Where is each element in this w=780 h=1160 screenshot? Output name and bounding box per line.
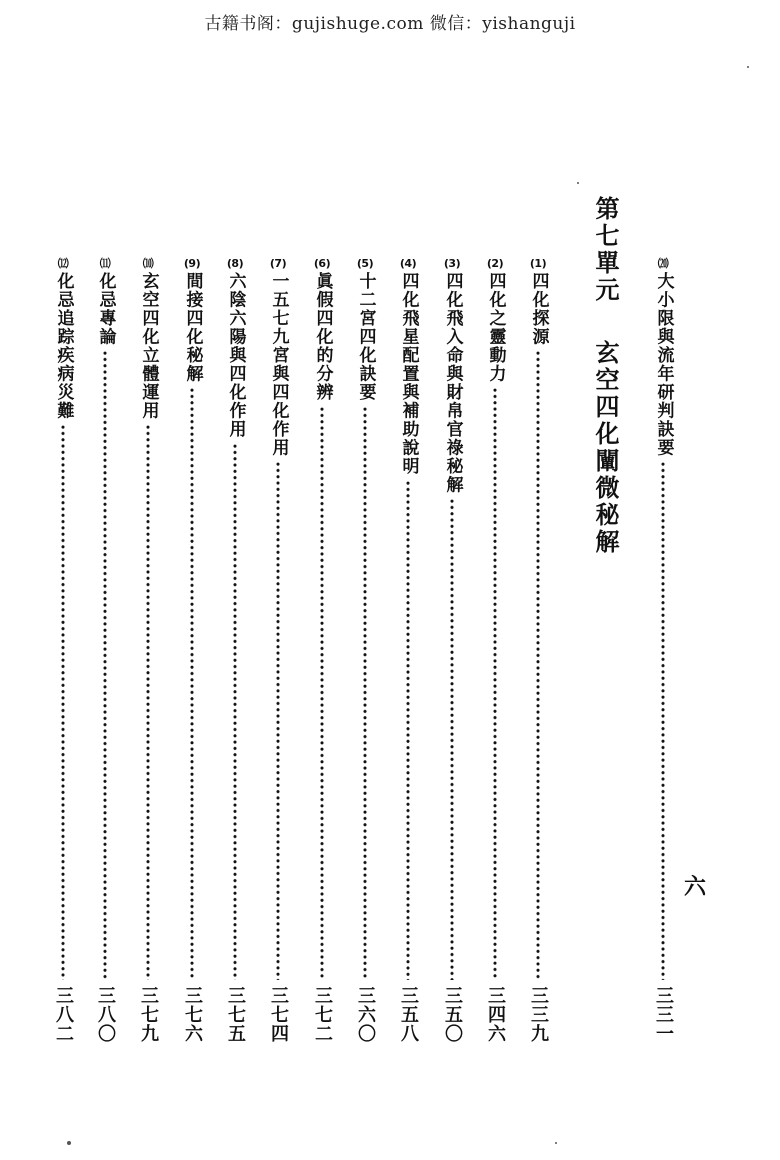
entry-page-number: 三五八 xyxy=(398,986,419,1043)
entry-title: 間接四化秘解 xyxy=(182,272,203,383)
toc-entry-10[interactable] xyxy=(136,258,160,1043)
entry-page-number: 三五〇 xyxy=(442,986,463,1043)
entry-number: ⒇ xyxy=(657,257,669,270)
watermark-header: 古籍书阁：gujishuge.com 微信：yishanguji xyxy=(204,14,576,34)
dot-leader xyxy=(320,406,324,981)
toc-entry-1[interactable] xyxy=(526,258,550,1043)
scan-speck xyxy=(577,182,579,184)
scan-speck xyxy=(747,66,749,68)
entry-number: ⑾ xyxy=(99,257,111,270)
toc-entry-11[interactable] xyxy=(93,258,117,1043)
entry-page-number: 三四六 xyxy=(485,986,506,1043)
scan-speck xyxy=(67,1141,71,1145)
entry-number: (1) xyxy=(529,257,547,270)
dot-leader xyxy=(233,443,237,981)
entry-title: 六陰六陽與四化作用 xyxy=(225,272,246,439)
toc-entry-7[interactable] xyxy=(266,258,290,1043)
entry-title: 大小限與流年研判訣要 xyxy=(653,272,674,457)
dot-leader xyxy=(406,480,410,981)
dot-leader xyxy=(190,387,194,980)
toc-entry-9[interactable] xyxy=(180,258,204,1043)
chapter-label: 第七單元 xyxy=(591,196,619,304)
entry-page-number: 三七五 xyxy=(225,986,246,1043)
entry-title: 玄空四化立體運用 xyxy=(138,272,159,420)
toc-entry-3[interactable] xyxy=(440,258,464,1043)
entry-title: 四化探源 xyxy=(528,272,549,346)
chapter-title: 玄空四化闡微秘解 xyxy=(591,340,619,556)
entry-title: 化忌專論 xyxy=(95,272,116,346)
entry-page-number: 三七九 xyxy=(138,986,159,1043)
dot-leader xyxy=(363,406,367,981)
entry-number: (5) xyxy=(356,257,374,270)
folio-page-number: 六 xyxy=(684,874,707,900)
entry-page-number: 三八〇 xyxy=(95,986,116,1043)
dot-leader xyxy=(493,387,497,980)
dot-leader xyxy=(61,424,65,980)
toc-entry-12[interactable] xyxy=(51,258,75,1043)
dot-leader xyxy=(146,424,150,980)
chapter-heading xyxy=(589,196,621,556)
entry-number: ⑽ xyxy=(142,257,154,270)
dot-leader xyxy=(536,350,540,980)
toc-entry-20[interactable] xyxy=(651,258,675,1043)
toc-entry-8[interactable] xyxy=(223,258,247,1043)
dot-leader xyxy=(103,350,107,980)
entry-page-number: 三三一 xyxy=(653,986,674,1043)
entry-title: 眞假四化的分辨 xyxy=(312,272,333,402)
entry-title: 四化飛星配置與補助說明 xyxy=(398,272,419,476)
entry-number: (7) xyxy=(269,257,287,270)
scan-speck xyxy=(555,1142,557,1144)
entry-page-number: 三七二 xyxy=(312,986,333,1043)
entry-title: 化忌追踪疾病災難 xyxy=(53,272,74,420)
entry-number: (8) xyxy=(226,257,244,270)
toc-entry-4[interactable] xyxy=(396,258,420,1043)
entry-number: (4) xyxy=(399,257,417,270)
entry-title: 十二宮四化訣要 xyxy=(355,272,376,402)
entry-number: ⑿ xyxy=(57,257,69,270)
entry-number: (2) xyxy=(486,257,504,270)
entry-number: (6) xyxy=(313,257,331,270)
entry-number: (3) xyxy=(443,257,461,270)
toc-entry-6[interactable] xyxy=(310,258,334,1043)
dot-leader xyxy=(276,461,280,980)
entry-number: (9) xyxy=(183,257,201,270)
entry-page-number: 三三九 xyxy=(528,986,549,1043)
dot-leader xyxy=(661,461,665,980)
entry-title: 四化飛入命與財帛官祿秘解 xyxy=(442,272,463,494)
entry-page-number: 三八二 xyxy=(53,986,74,1043)
dot-leader xyxy=(450,498,454,980)
entry-page-number: 三七四 xyxy=(268,986,289,1043)
entry-title: 一五七九宮與四化作用 xyxy=(268,272,289,457)
entry-title: 四化之靈動力 xyxy=(485,272,506,383)
toc-entry-5[interactable] xyxy=(353,258,377,1043)
entry-page-number: 三六〇 xyxy=(355,986,376,1043)
entry-page-number: 三七六 xyxy=(182,986,203,1043)
toc-entry-2[interactable] xyxy=(483,258,507,1043)
